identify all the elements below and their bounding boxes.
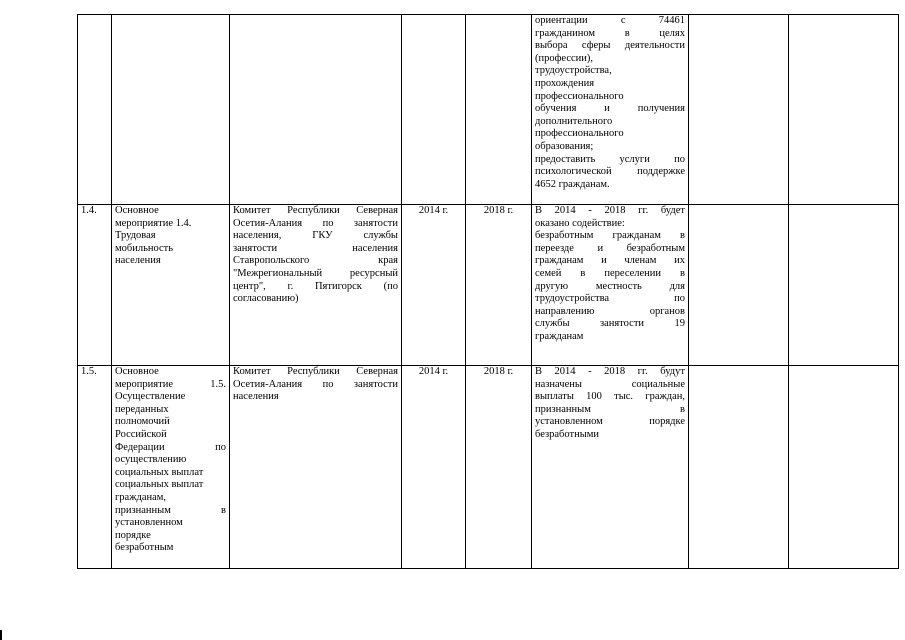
text-line: дополнительного bbox=[535, 115, 613, 127]
text-line: трудоустройства, bbox=[535, 65, 612, 77]
start-year bbox=[402, 15, 466, 205]
text-line: обучения и получения bbox=[535, 103, 685, 115]
empty-cell bbox=[789, 15, 899, 205]
text-line: Комитет Республики Северная bbox=[233, 366, 398, 377]
measure-title bbox=[112, 205, 230, 366]
start-year: 2014 г. bbox=[402, 205, 466, 366]
row-number: 1.5. bbox=[78, 366, 112, 569]
executor-cell bbox=[230, 15, 402, 205]
text-line: направлению органов bbox=[535, 305, 685, 317]
text-line: В 2014 - 2018 гг. будет bbox=[535, 205, 685, 216]
text-line: населения bbox=[233, 391, 279, 403]
text-line: психологической поддержке bbox=[535, 166, 685, 178]
text-line: назначены социальные bbox=[535, 378, 685, 390]
text-line: центр", г. Пятигорск (по bbox=[233, 280, 398, 292]
empty-cell bbox=[689, 205, 789, 366]
text-line: признанным в bbox=[115, 504, 226, 516]
table-row bbox=[78, 366, 899, 569]
text-line: ориентации с 74461 bbox=[535, 15, 685, 26]
text-line: Осуществление bbox=[115, 391, 186, 403]
text-line: Осетия-Алания по занятости bbox=[233, 378, 398, 390]
text-line: В 2014 - 2018 гг. будут bbox=[535, 366, 685, 377]
table-row bbox=[78, 205, 899, 366]
text-line: службы занятости 19 bbox=[535, 318, 685, 330]
text-line: оказано содействие: bbox=[535, 217, 625, 229]
empty-cell bbox=[689, 15, 789, 205]
text-line: переезде и безработным bbox=[535, 242, 685, 254]
text-line: переданных bbox=[115, 403, 169, 415]
text-line: мероприятие 1.4. bbox=[115, 217, 192, 229]
end-year bbox=[466, 15, 532, 205]
text-line: мероприятие 1.5. bbox=[115, 378, 226, 390]
measure-title bbox=[112, 15, 230, 205]
text-line: безработным bbox=[115, 542, 174, 554]
text-line: гражданином в целях bbox=[535, 27, 685, 39]
text-line: социальных выплат bbox=[115, 466, 204, 478]
text-line: Осетия-Алания по занятости bbox=[233, 217, 398, 229]
text-line: "Межрегиональный ресурсный bbox=[233, 267, 398, 279]
text-line: Основное bbox=[115, 205, 159, 216]
row-number bbox=[78, 15, 112, 205]
table-row bbox=[78, 15, 899, 205]
text-line: Федерации по bbox=[115, 441, 226, 453]
text-line: установленном bbox=[115, 517, 183, 529]
end-year: 2018 г. bbox=[466, 205, 532, 366]
text-line: населения bbox=[115, 255, 161, 267]
text-line: выбора сферы деятельности bbox=[535, 40, 685, 52]
text-line: другую местность для bbox=[535, 280, 685, 292]
text-line: семей в переселении в bbox=[535, 267, 685, 279]
expected-result bbox=[532, 366, 689, 569]
text-line: гражданам и членам их bbox=[535, 255, 685, 267]
page-edge-mark bbox=[0, 630, 2, 640]
empty-cell bbox=[689, 366, 789, 569]
text-line: выплаты 100 тыс. граждан, bbox=[535, 391, 685, 403]
text-line: трудоустройства по bbox=[535, 293, 685, 305]
text-line: профессионального bbox=[535, 128, 624, 140]
text-line: гражданам, bbox=[115, 491, 167, 503]
text-line: населения, ГКУ службы bbox=[233, 230, 398, 242]
empty-cell bbox=[789, 366, 899, 569]
executor-cell bbox=[230, 205, 402, 366]
text-line: образования; bbox=[535, 140, 594, 152]
text-line: согласованию) bbox=[233, 293, 299, 305]
text-line: мобильность bbox=[115, 242, 174, 254]
text-line: социальных выплат bbox=[115, 479, 204, 491]
text-line: предоставить услуги по bbox=[535, 153, 685, 165]
empty-cell bbox=[789, 205, 899, 366]
text-line: Российской bbox=[115, 428, 167, 440]
text-line: полномочий bbox=[115, 416, 170, 428]
text-line: Ставропольского края bbox=[233, 255, 398, 267]
text-line: прохождения bbox=[535, 77, 595, 89]
executor-cell bbox=[230, 366, 402, 569]
text-line: безработными bbox=[535, 428, 600, 440]
text-line: гражданам bbox=[535, 330, 584, 342]
expected-result bbox=[532, 15, 689, 205]
start-year: 2014 г. bbox=[402, 366, 466, 569]
text-line: 4652 гражданам. bbox=[535, 178, 610, 190]
text-line: признанным в bbox=[535, 403, 685, 415]
measures-table bbox=[77, 14, 899, 569]
text-line: безработным гражданам в bbox=[535, 230, 685, 242]
text-line: Основное bbox=[115, 366, 159, 377]
text-line: профессионального bbox=[535, 90, 624, 102]
text-line: занятости населения bbox=[233, 242, 398, 254]
end-year: 2018 г. bbox=[466, 366, 532, 569]
text-line: (профессии), bbox=[535, 52, 594, 64]
text-line: установленном порядке bbox=[535, 416, 685, 428]
text-line: осуществлению bbox=[115, 454, 187, 466]
text-line: порядке bbox=[115, 529, 151, 541]
text-line: Комитет Республики Северная bbox=[233, 205, 398, 216]
expected-result bbox=[532, 205, 689, 366]
measure-title bbox=[112, 366, 230, 569]
row-number: 1.4. bbox=[78, 205, 112, 366]
text-line: Трудовая bbox=[115, 230, 156, 242]
